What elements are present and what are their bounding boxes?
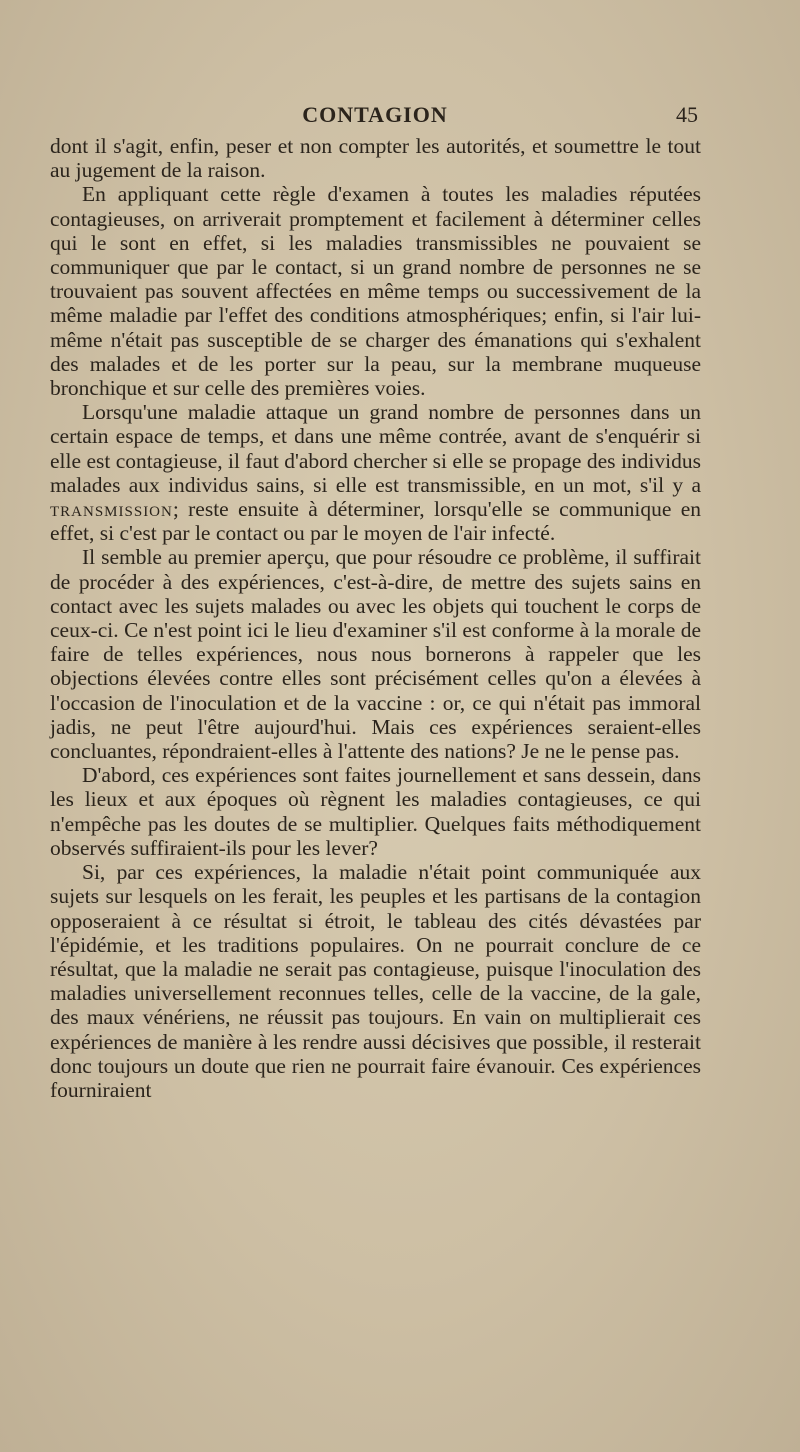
paragraph-text: Il semble au premier aperçu, que pour résoudre ce problème, il suffirait de procéder à des expériences, c'est-à-dire, de mettre des sujets sains en contact avec les sujets malades ou avec les objets qui touchent le corps de ceux-ci. Ce n'est point ici le lieu d'examiner s'il est conforme à la morale de faire de telles expériences, nous nous bornerons à rappeler que les objections élevées contre elles sont précisément celles qu'on a élevées à l'occasion de l'inoculation et de la vaccine : or, ce qui n'était pas immoral jadis, ne peut l'être aujourd'hui. Mais ces expériences seraient-elles concluantes, répondraient-elles à l'attente des nations? Je ne le pense pas. [50, 545, 701, 764]
running-head [50, 102, 700, 132]
paragraph-transmission [50, 400, 701, 545]
paragraph-text: dont il s'agit, enfin, peser et non compter les autorités, et soumettre le tout au jugement de la raison. [50, 134, 701, 183]
page-number: 45 [676, 102, 698, 127]
body-text [50, 134, 701, 1102]
smallcaps-term: transmission [50, 497, 173, 522]
paragraph-experiments [50, 545, 701, 763]
paragraph-first-objection [50, 763, 701, 860]
running-title: CONTAGION [302, 102, 448, 127]
paragraph-continuation [50, 134, 701, 182]
paragraph-conclusion [50, 860, 701, 1102]
paragraph-text: D'abord, ces expériences sont faites journellement et sans dessein, dans les lieux et aux époques où règnent les maladies contagieuses, ce qui n'empêche pas les doutes de se multiplier. Quelques faits méthodiquement observés suffiraient-ils pour les lever? [50, 763, 701, 860]
paragraph-text-after: ; reste ensuite à déterminer, lorsqu'elle se communique en effet, si c'est par le contact ou par le moyen de l'air infecté. [50, 497, 701, 546]
paragraph-text: En appliquant cette règle d'examen à toutes les maladies réputées contagieuses, on arriverait promptement et facilement à déterminer celles qui le sont en effet, si les maladies transmissibles ne pouvaient se communiquer que par le contact, si un grand nombre de personnes ne se trouvaient pas souvent affectées en même temps ou successivement de la même maladie par l'effet des conditions atmosphériques; enfin, si l'air lui-même n'était pas susceptible de se charger des émanations qui s'exhalent des malades et de les porter sur la peau, sur la membrane muqueuse bronchique et sur celle des premières voies. [50, 182, 701, 401]
paragraph-text-before: Lorsqu'une maladie attaque un grand nombre de personnes dans un certain espace de temps, et dans une même contrée, avant de s'enquérir si elle est contagieuse, il faut d'abord chercher si elle se propage des individus malades aux individus sains, si elle est transmissible, en un mot, s'il y a [50, 400, 701, 497]
paragraph-text: Si, par ces expériences, la maladie n'était point communiquée aux sujets sur lesquels on les ferait, les peuples et les partisans de la contagion opposeraient à ce résultat si étroit, le tableau des cités dévastées par l'épidémie, et les traditions populaires. On ne pourrait conclure de ce résultat, que la maladie ne serait pas contagieuse, puisque l'inoculation des maladies universellement reconnues telles, celle de la vaccine, de la gale, des maux vénériens, ne réussit pas toujours. En vain on multiplierait ces expériences de manière à les rendre aussi décisives que possible, il resterait donc toujours un doute que rien ne pourrait faire évanouir. Ces expériences fourniraient [50, 860, 701, 1102]
paragraph-rule-of-examination [50, 182, 701, 400]
